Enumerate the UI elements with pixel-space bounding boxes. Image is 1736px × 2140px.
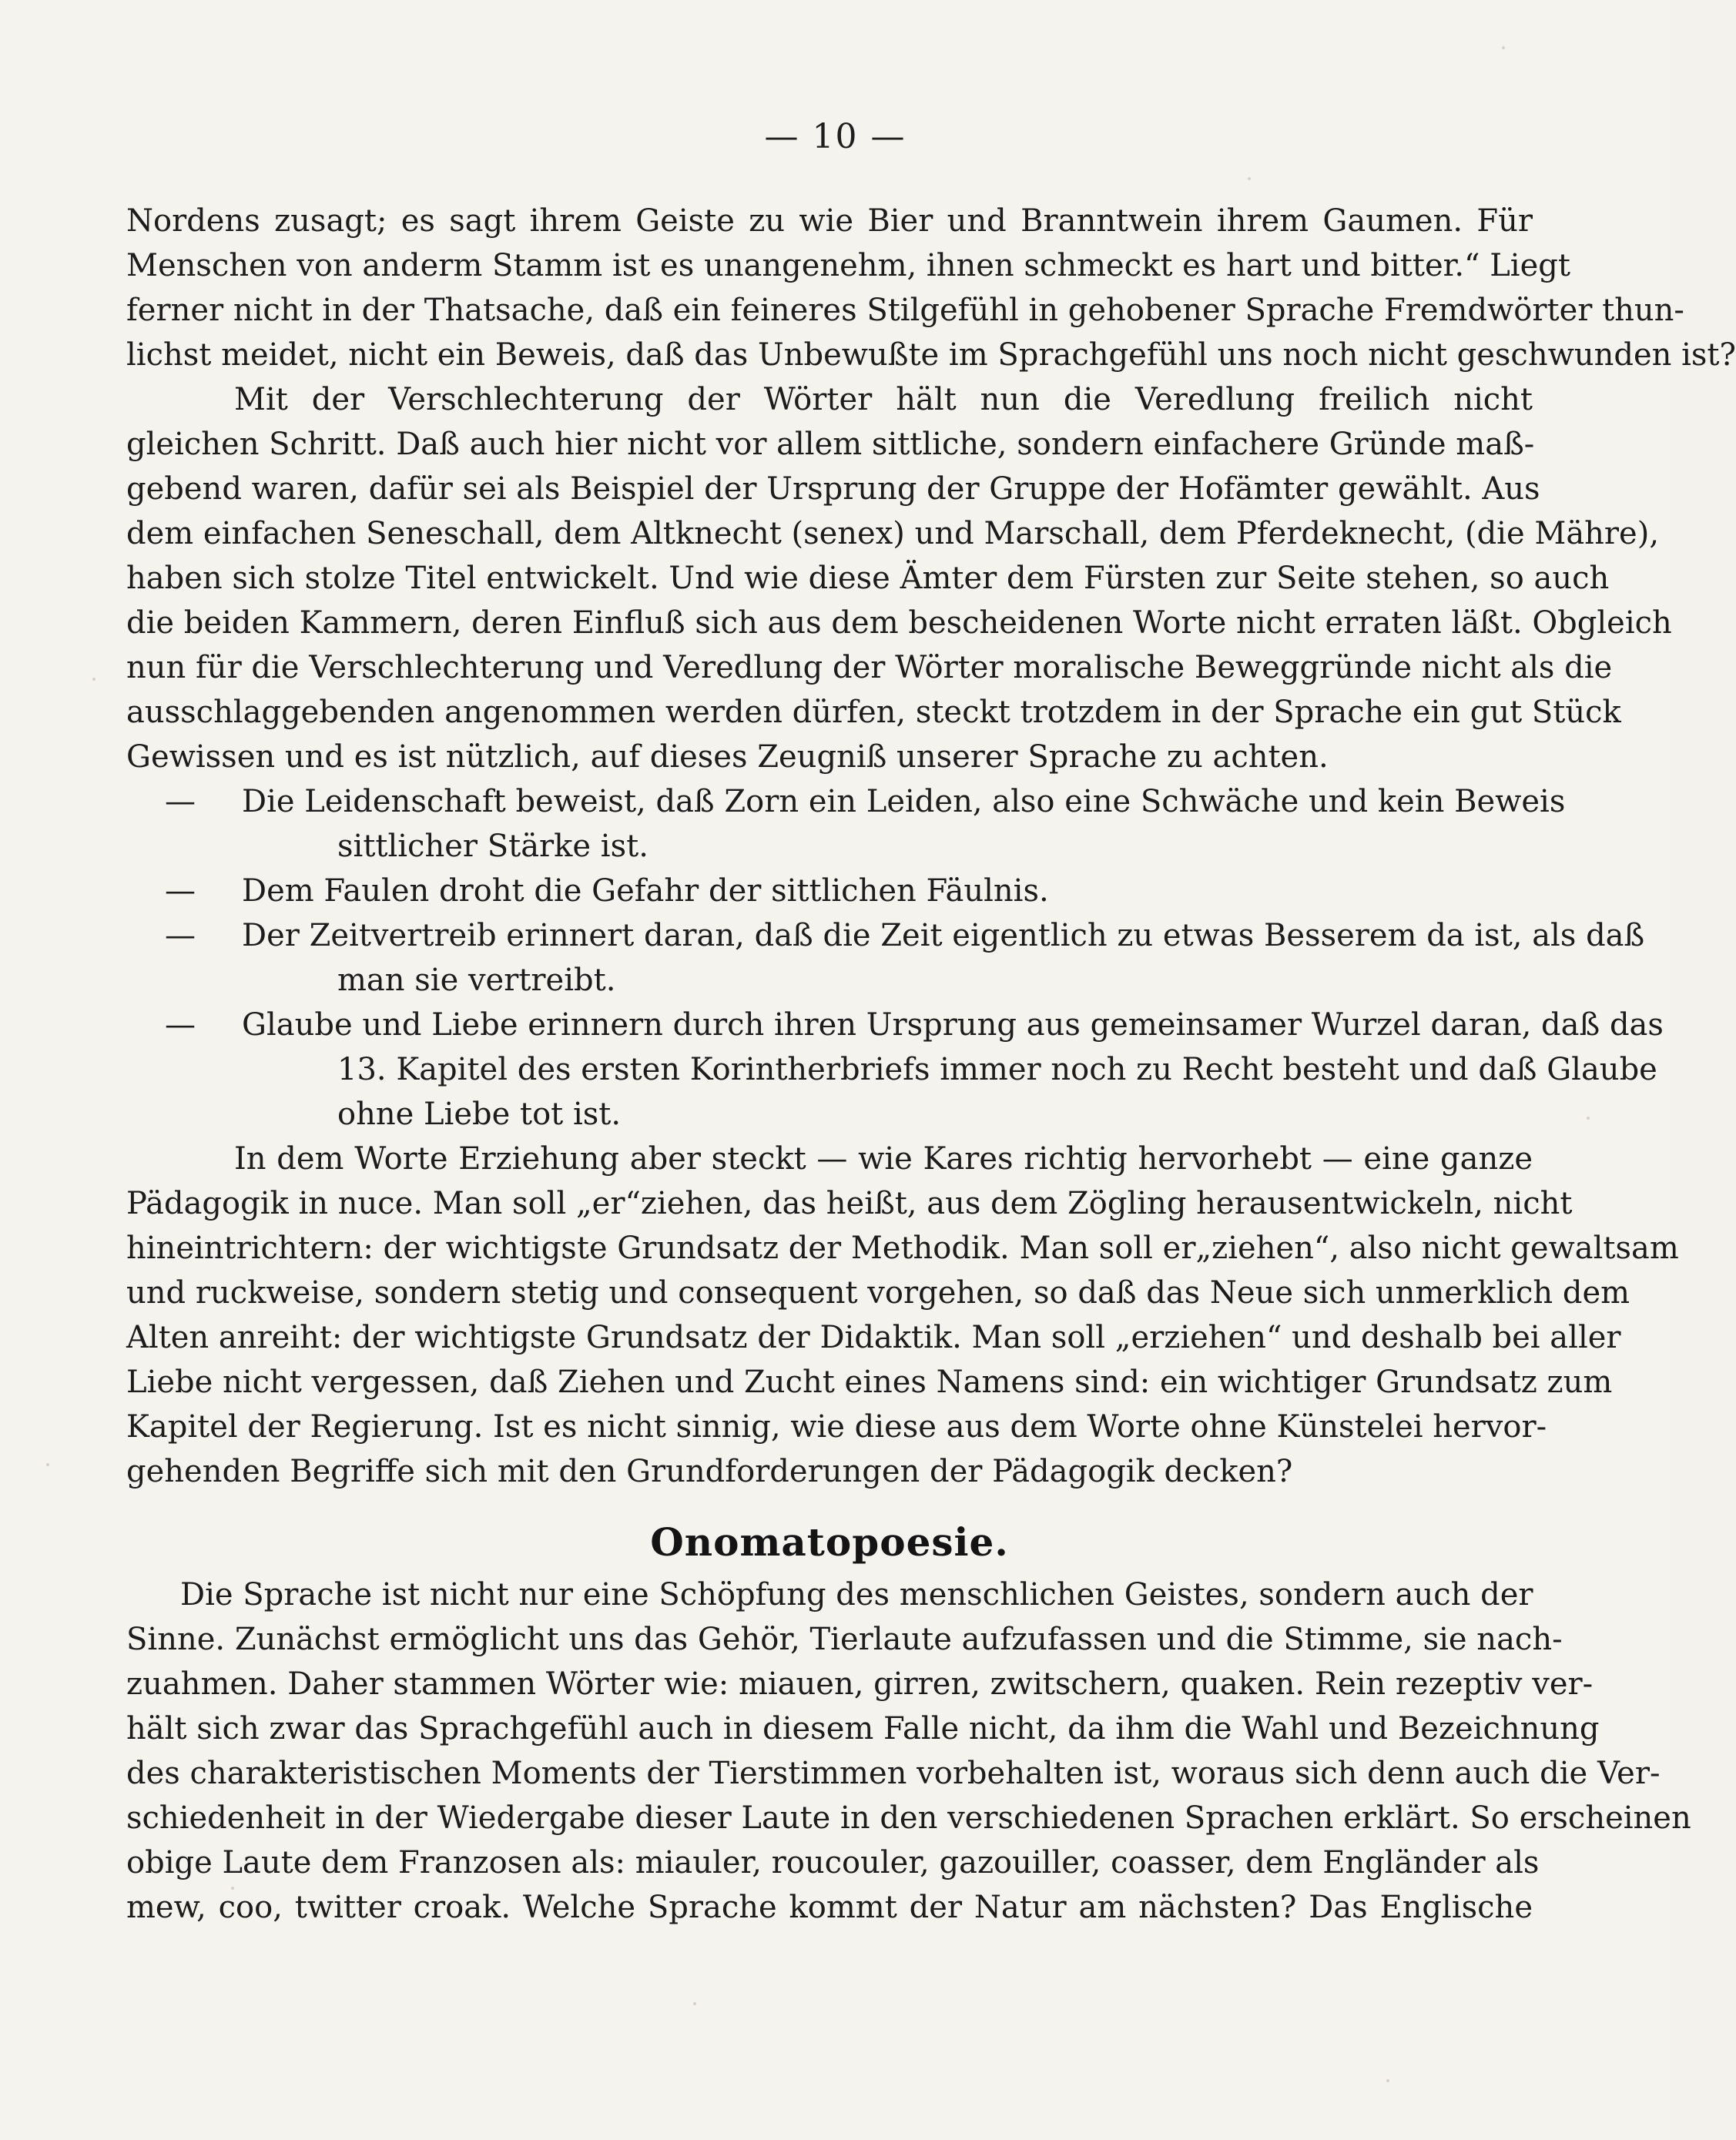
text-line: dem einfachen Seneschall, dem Altknecht (senex) und Marschall, dem Pferdeknecht, (die Mähre), — [126, 516, 1660, 551]
list-item-first-line — [126, 869, 1533, 913]
dash-marker: — — [165, 784, 196, 819]
text-line: sittlicher Stärke ist. — [337, 829, 648, 864]
text-line: ausschlaggebenden angenommen werden dürfen, steckt trotzdem in der Sprache ein gut Stück — [126, 695, 1621, 730]
list-item — [126, 869, 1533, 913]
dash-marker: — — [165, 873, 196, 909]
text-line: Mit der Verschlechterung der Wörter hält nun die Veredlung freilich nicht — [234, 382, 1533, 417]
section-heading: Onomatopoesie. — [650, 1519, 1009, 1565]
text-line: nun für die Verschlechterung und Veredlung der Wörter moralische Beweggründe nicht als die — [126, 650, 1613, 685]
dash-list — [126, 779, 1664, 1137]
text-line: In dem Worte Erziehung aber steckt — wie Kares richtig hervorhebt — eine ganze — [234, 1141, 1533, 1177]
text-line: gebend waren, dafür sei als Beispiel der Ursprung der Gruppe der Hofämter gewählt. Aus — [126, 471, 1540, 507]
dash-marker: — — [165, 1007, 196, 1043]
text-line: gleichen Schritt. Daß auch hier nicht vor allem sittliche, sondern einfachere Gründe maß- — [126, 427, 1535, 462]
list-item-first-line — [126, 913, 1645, 958]
list-item-first-line — [126, 779, 1566, 824]
text-line: Der Zeitvertreib erinnert daran, daß die Zeit eigentlich zu etwas Besserem da ist, als daß — [242, 918, 1645, 953]
paragraph-4 — [126, 1572, 1691, 1930]
paper-speckle — [1386, 2079, 1389, 2082]
text-line: 13. Kapitel des ersten Korintherbriefs immer noch zu Recht besteht und daß Glaube — [337, 1052, 1657, 1087]
text-line: Die Sprache ist nicht nur eine Schöpfung des menschlichen Geistes, sondern auch der — [180, 1577, 1533, 1613]
text-line: ferner nicht in der Thatsache, daß ein feineres Stilgefühl in gehobener Sprache Fremdwörter thun- — [126, 293, 1684, 328]
text-line: Nordens zusagt; es sagt ihrem Geiste zu wie Bier und Branntwein ihrem Gaumen. Für — [126, 203, 1533, 239]
text-line: und ruckweise, sondern stetig und consequent vorgehen, so daß das Neue sich unmerklich dem — [126, 1275, 1630, 1311]
paper-speckle — [1587, 1117, 1590, 1120]
text-line: schiedenheit in der Wiedergabe dieser Laute in den verschiedenen Sprachen erklärt. So erscheinen — [126, 1800, 1691, 1836]
paper-speckle — [693, 2002, 696, 2005]
paper-speckle — [1502, 46, 1505, 49]
page-number: — 10 — — [764, 117, 907, 156]
text-line: man sie vertreibt. — [337, 963, 616, 998]
text-line: hineintrichtern: der wichtigste Grundsatz der Methodik. Man soll er„ziehen“, also nicht gewaltsam — [126, 1231, 1679, 1266]
list-item — [126, 779, 1566, 869]
text-line: Alten anreiht: der wichtigste Grundsatz der Didaktik. Man soll „erziehen“ und deshalb bei aller — [126, 1320, 1621, 1355]
text-line: gehenden Begriffe sich mit den Grundforderungen der Pädagogik decken? — [126, 1454, 1293, 1489]
text-line: Dem Faulen droht die Gefahr der sittlichen Fäulnis. — [242, 873, 1049, 909]
text-line: hält sich zwar das Sprachgefühl auch in diesem Falle nicht, da ihm die Wahl und Bezeichnung — [126, 1711, 1600, 1746]
paragraph-1 — [126, 199, 1736, 377]
text-line: Glaube und Liebe erinnern durch ihren Ursprung aus gemeinsamer Wurzel daran, daß das — [242, 1007, 1664, 1043]
text-line: obige Laute dem Franzosen als: miauler, roucouler, gazouiller, coasser, dem Engländer als — [126, 1845, 1540, 1880]
text-line: haben sich stolze Titel entwickelt. Und wie diese Ämter dem Fürsten zur Seite stehen, so auch — [126, 561, 1610, 596]
list-item — [126, 913, 1645, 1003]
paper-speckle — [92, 678, 96, 681]
text-line: Liebe nicht vergessen, daß Ziehen und Zucht eines Namens sind: ein wichtiger Grundsatz zum — [126, 1365, 1613, 1400]
text-line: Pädagogik in nuce. Man soll „er“ziehen, das heißt, aus dem Zögling herausentwickeln, nicht — [126, 1186, 1573, 1221]
paper-speckle — [46, 1463, 49, 1466]
paragraph-3 — [126, 1137, 1679, 1494]
paper-speckle — [1248, 177, 1251, 180]
text-line: zuahmen. Daher stammen Wörter wie: miauen, girren, zwitschern, quaken. Rein rezeptiv ver- — [126, 1666, 1594, 1702]
text-line: Menschen von anderm Stamm ist es unangenehm, ihnen schmeckt es hart und bitter.“ Liegt — [126, 248, 1570, 283]
text-line: Gewissen und es ist nützlich, auf dieses Zeugniß unserer Sprache zu achten. — [126, 739, 1329, 775]
text-line: ohne Liebe tot ist. — [337, 1097, 622, 1132]
text-line: lichst meidet, nicht ein Beweis, daß das Unbewußte im Sprachgefühl uns noch nicht geschwunden ist? — [126, 337, 1736, 373]
text-line: des charakteristischen Moments der Tierstimmen vorbehalten ist, woraus sich denn auch die Ver- — [126, 1756, 1661, 1791]
text-line: mew, coo, twitter croak. Welche Sprache kommt der Natur am nächsten? Das Englische — [126, 1890, 1533, 1925]
paragraph-2 — [126, 377, 1672, 779]
text-line: Die Leidenschaft beweist, daß Zorn ein Leiden, also eine Schwäche und kein Beweis — [242, 784, 1566, 819]
list-item — [126, 1003, 1664, 1137]
list-item-first-line — [126, 1003, 1664, 1047]
text-line: Kapitel der Regierung. Ist es nicht sinnig, wie diese aus dem Worte ohne Künstelei hervor- — [126, 1409, 1547, 1445]
body-text — [126, 199, 1736, 1930]
text-line: Sinne. Zunächst ermöglicht uns das Gehör, Tierlaute aufzufassen und die Stimme, sie nach- — [126, 1622, 1563, 1657]
dash-marker: — — [165, 918, 196, 953]
text-line: die beiden Kammern, deren Einfluß sich aus dem bescheidenen Worte nicht erraten läßt. Obgleich — [126, 605, 1672, 641]
